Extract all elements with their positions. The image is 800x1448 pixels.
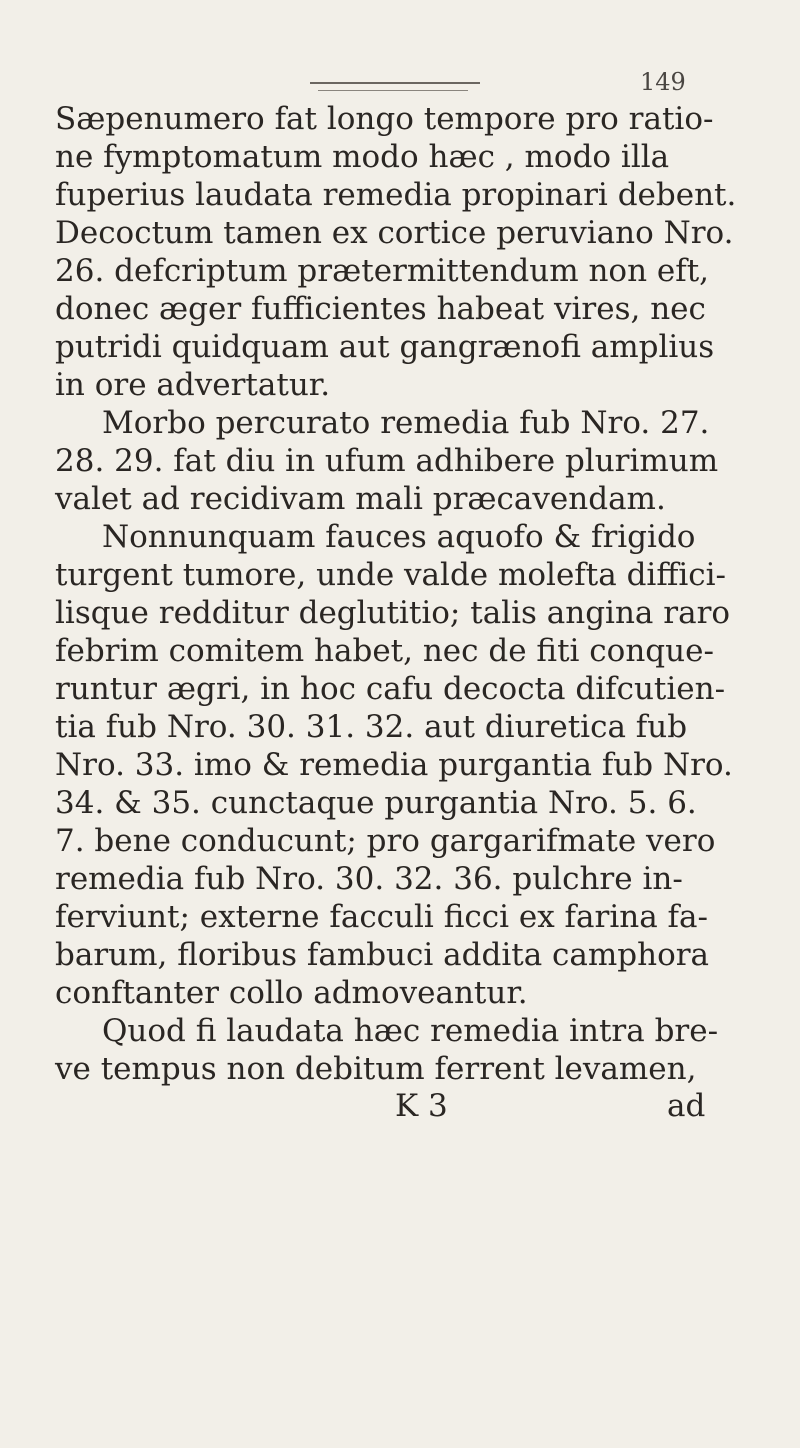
text-line: valet ad recidivam mali præcavendam.: [55, 481, 666, 517]
text-line: barum, floribus fambuci addita camphora: [55, 937, 710, 973]
text-line: tia fub Nro. 30. 31. 32. aut diuretica fub: [55, 709, 688, 745]
header-ornament-rule: [310, 82, 480, 84]
text-line: 26. defcriptum prætermittendum non eft,: [55, 253, 710, 289]
text-line: Decoctum tamen ex cortice peruviano Nro.: [55, 215, 734, 251]
body-text: [55, 100, 755, 1088]
text-line: ne fymptomatum modo hæc , modo illa: [55, 139, 670, 175]
text-line: ve tempus non debitum ferrent levamen,: [55, 1051, 697, 1087]
text-line: 34. & 35. cunctaque purgantia Nro. 5. 6.: [55, 785, 697, 821]
text-line: Sæpenumero fat longo tempore pro ratio-: [55, 101, 714, 137]
page-footer: [0, 1088, 800, 1128]
page-number: 149: [640, 68, 686, 96]
signature-mark: K 3: [395, 1088, 448, 1124]
text-line-paragraph-start: Nonnunquam fauces aquofo & frigido: [102, 519, 696, 555]
catchword: ad: [667, 1088, 706, 1124]
text-line: conftanter collo admoveantur.: [55, 975, 528, 1011]
text-line: fuperius laudata remedia propinari debent.: [55, 177, 737, 213]
text-line-paragraph-start: Morbo percurato remedia fub Nro. 27.: [102, 405, 710, 441]
text-line: 7. bene conducunt; pro gargarifmate vero: [55, 823, 716, 859]
text-line: 28. 29. fat diu in ufum adhibere plurimum: [55, 443, 719, 479]
text-line: donec æger fufficientes habeat vires, nec: [55, 291, 706, 327]
text-line: Nro. 33. imo & remedia purgantia fub Nro.: [55, 747, 733, 783]
text-line: ferviunt; externe facculi ficci ex farina fa-: [55, 899, 708, 935]
text-line: turgent tumore, unde valde molefta diffici-: [55, 557, 727, 593]
text-line: putridi quidquam aut gangrænofi amplius: [55, 329, 715, 365]
text-line: remedia fub Nro. 30. 32. 36. pulchre in-: [55, 861, 683, 897]
text-line: runtur ægri, in hoc cafu decocta difcutien-: [55, 671, 726, 707]
text-line: in ore advertatur.: [55, 367, 331, 403]
text-line-paragraph-start: Quod fi laudata hæc remedia intra bre-: [102, 1013, 719, 1049]
header-ornament-rule-secondary: [318, 90, 468, 91]
text-line: lisque redditur deglutitio; talis angina raro: [55, 595, 731, 631]
text-line: febrim comitem habet, nec de fiti conque-: [55, 633, 714, 669]
